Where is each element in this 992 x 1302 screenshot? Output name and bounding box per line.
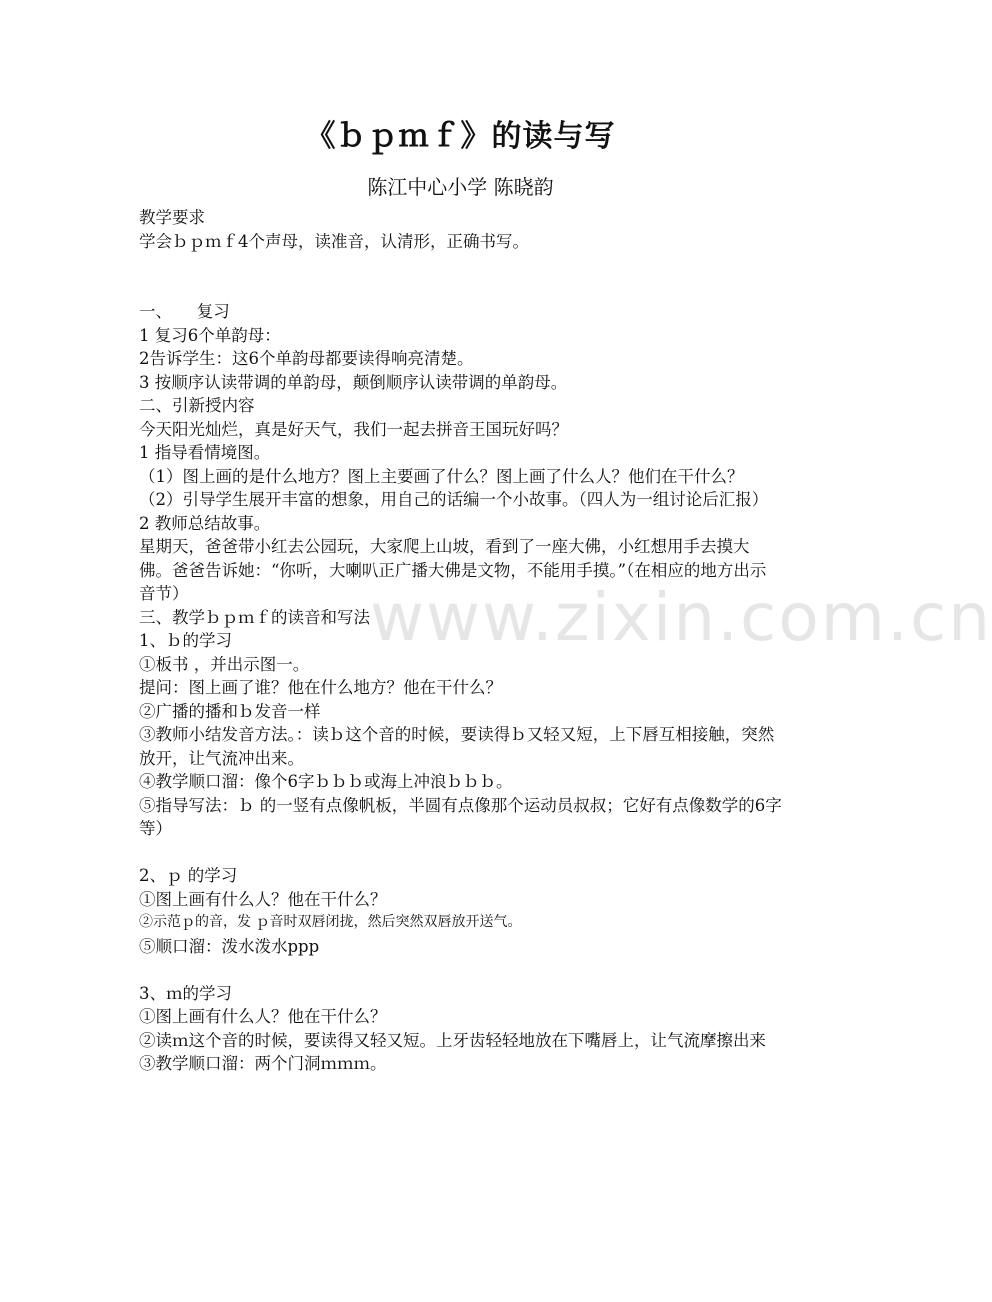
section-heading-teaching: 三、教学ｂｐｍｆ的读音和写法: [139, 607, 370, 627]
list-item: ②广播的播和ｂ发音一样: [139, 701, 321, 721]
paragraph: 今天阳光灿烂，真是好天气，我们一起去拼音王国玩好吗？: [139, 419, 568, 439]
list-item: （2）引导学生展开丰富的想象，用自己的话编一个小故事。（四人为一组讨论后汇报）: [139, 490, 769, 509]
list-item: ①板书 ，并出示图一。: [139, 654, 310, 674]
spacer: [139, 841, 782, 865]
section-heading-new-content: 二、引新授内容: [139, 396, 255, 415]
list-item: ①图上画有什么人？他在干什么？: [139, 1007, 387, 1026]
subsection-heading-p: 2、ｐ 的学习: [139, 866, 238, 885]
subsection-heading-b: 1、ｂ的学习: [139, 631, 232, 650]
list-item: 3 按顺序认读带调的单韵母，颠倒顺序认读带调的单韵母。: [139, 372, 568, 392]
list-item: 1 指导看情境图。: [139, 443, 271, 462]
spacer: [139, 253, 782, 300]
list-item: 提问：图上画了谁？他在什么地方？他在干什么？: [139, 678, 502, 697]
document-body: [139, 206, 782, 1076]
paragraph-story: 星期天，爸爸带小红去公园玩，大家爬上山坡，看到了一座大佛，小红想用手去摸大佛。爸爸告诉她：“你听，大喇叭正广播大佛是文物，不能用手摸。”（在相应的地方出示音节）: [139, 537, 767, 603]
section-heading-requirements: 教学要求: [139, 208, 205, 227]
spacer: [139, 958, 782, 982]
list-item: ④教学顺口溜：像个6字ｂｂｂ或海上冲浪ｂｂｂ。: [139, 772, 513, 791]
list-item: 2 教师总结故事。: [139, 513, 271, 533]
list-item: ⑤指导写法：ｂ 的一竖有点像帆板，半圆有点像那个运动员叔叔；它好有点像数学的6字等）: [139, 795, 782, 838]
document-author: 陈江中心小学 陈晓韵: [367, 175, 554, 199]
section-heading-review: 一、 复习: [139, 302, 230, 321]
document-title: 《ｂｐｍｆ》的读与写: [305, 119, 616, 154]
document-content: [139, 114, 782, 1076]
watermark-text: www.zixin.com.cn: [370, 579, 992, 656]
list-item: 2告诉学生：这6个单韵母都要读得响亮清楚。: [139, 349, 474, 368]
subsection-heading-m: 3、ｍ的学习: [139, 983, 232, 1003]
list-item: ②读ｍ这个音的时候，要读得又轻又短。上牙齿轻轻地放在下嘴唇上，让气流摩擦出来: [139, 1030, 766, 1050]
list-item: ①图上画有什么人？他在干什么？: [139, 889, 387, 909]
list-item: 1 复习6个单韵母：: [139, 325, 281, 345]
list-item: ⑤顺口溜：泼水泼水ppp: [139, 936, 320, 956]
list-item: ②示范ｐ的音，发 ｐ音时双唇闭拢，然后突然双唇放开送气。: [139, 914, 522, 930]
list-item: ③教师小结发音方法。：读ｂ这个音的时候，要读得ｂ又轻又短，上下唇互相接触，突然放开，让气流冲出来。: [139, 725, 775, 768]
paragraph-requirements: 学会ｂｐｍｆ4个声母，读准音，认清形，正确书写。: [139, 231, 529, 251]
list-item: （1）图上画的是什么地方？图上主要画了什么？图上画了什么人？他们在干什么？: [139, 466, 744, 486]
list-item: ③教学顺口溜：两个门洞ｍｍｍ。: [139, 1054, 387, 1073]
